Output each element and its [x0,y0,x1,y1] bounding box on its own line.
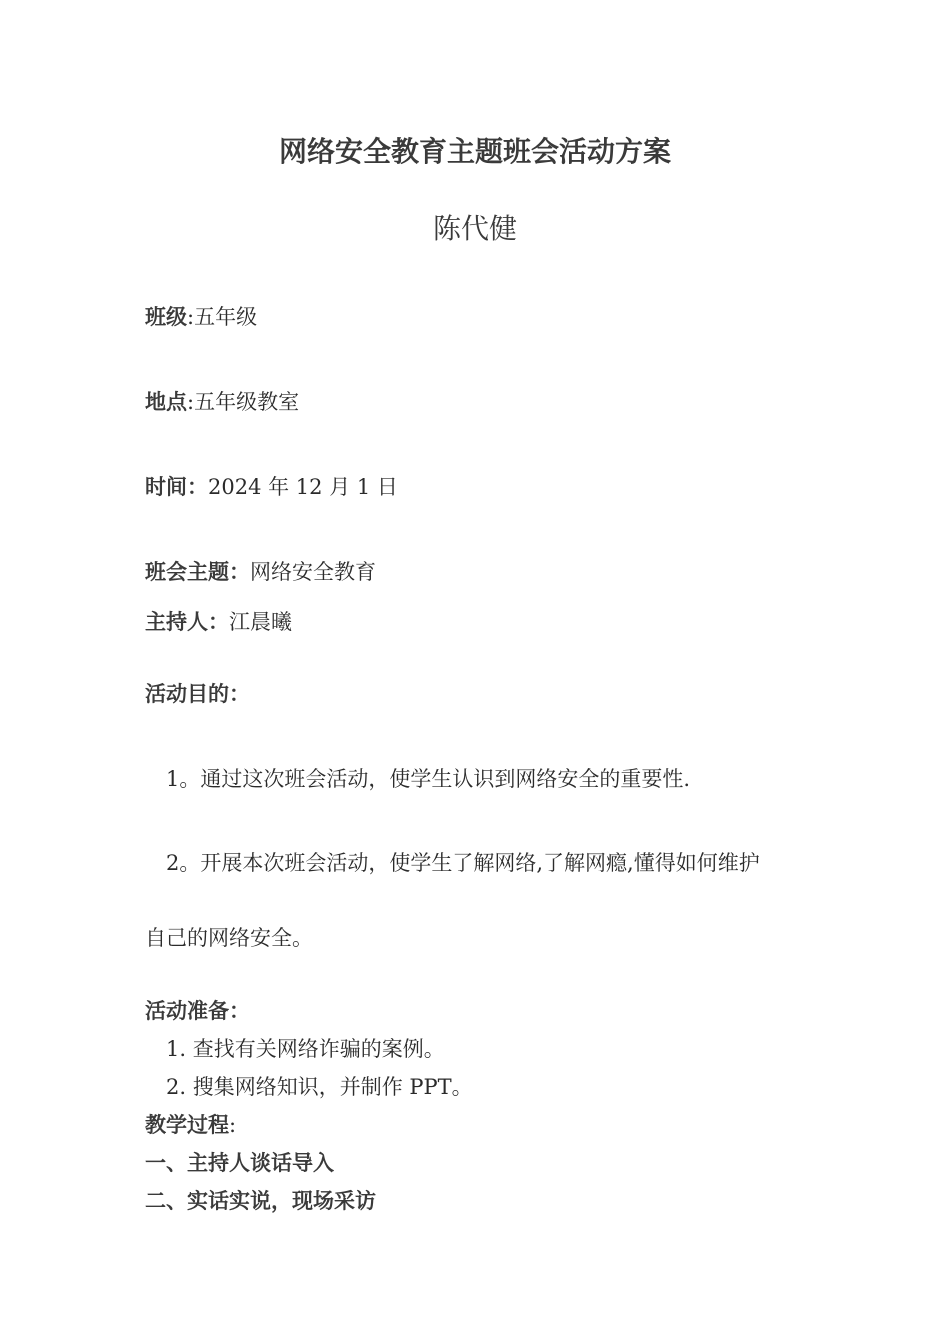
location-row [145,388,299,416]
process-heading-separator: : [229,1113,237,1137]
theme-value: 网络安全教育 [250,560,376,584]
preparation-item-1: 1. 查找有关网络诈骗的案例。 [166,1037,445,1061]
process-step-1: 一、主持人谈话导入 [145,1150,334,1175]
host-label: 主持人： [145,609,229,634]
process-heading-row [145,1111,236,1139]
location-label: 地点 [145,389,187,414]
process-heading: 教学过程 [145,1112,229,1137]
process-step-2: 二、实话实说，现场采访 [145,1188,376,1213]
time-value: 2024 年 12 月 1 日 [208,475,398,499]
host-row [145,608,292,636]
objectives-heading: 活动目的： [145,681,250,706]
objective-item-1: 1。通过这次班会活动，使学生认识到网络安全的重要性. [166,767,691,791]
theme-row [145,558,376,586]
time-row [145,473,398,501]
document-title: 网络安全教育主题班会活动方案 [278,135,671,168]
class-value: 五年级 [194,305,258,329]
preparation-heading: 活动准备： [145,998,250,1023]
preparation-item-2: 2. 搜集网络知识，并制作 PPT。 [166,1075,473,1099]
author-name: 陈代健 [432,212,517,245]
objective-item-2-line-2: 自己的网络安全。 [145,926,313,950]
location-value: 五年级教室 [194,390,300,414]
class-label: 班级 [145,304,187,329]
objective-item-2-line-1: 2。开展本次班会活动，使学生了解网络,了解网瘾,懂得如何维护 [166,851,760,875]
class-row [145,303,257,331]
class-separator: : [187,305,195,329]
host-value: 江晨曦 [229,610,292,634]
time-label: 时间： [145,474,208,499]
location-separator: : [187,390,195,414]
theme-label: 班会主题： [145,559,250,584]
